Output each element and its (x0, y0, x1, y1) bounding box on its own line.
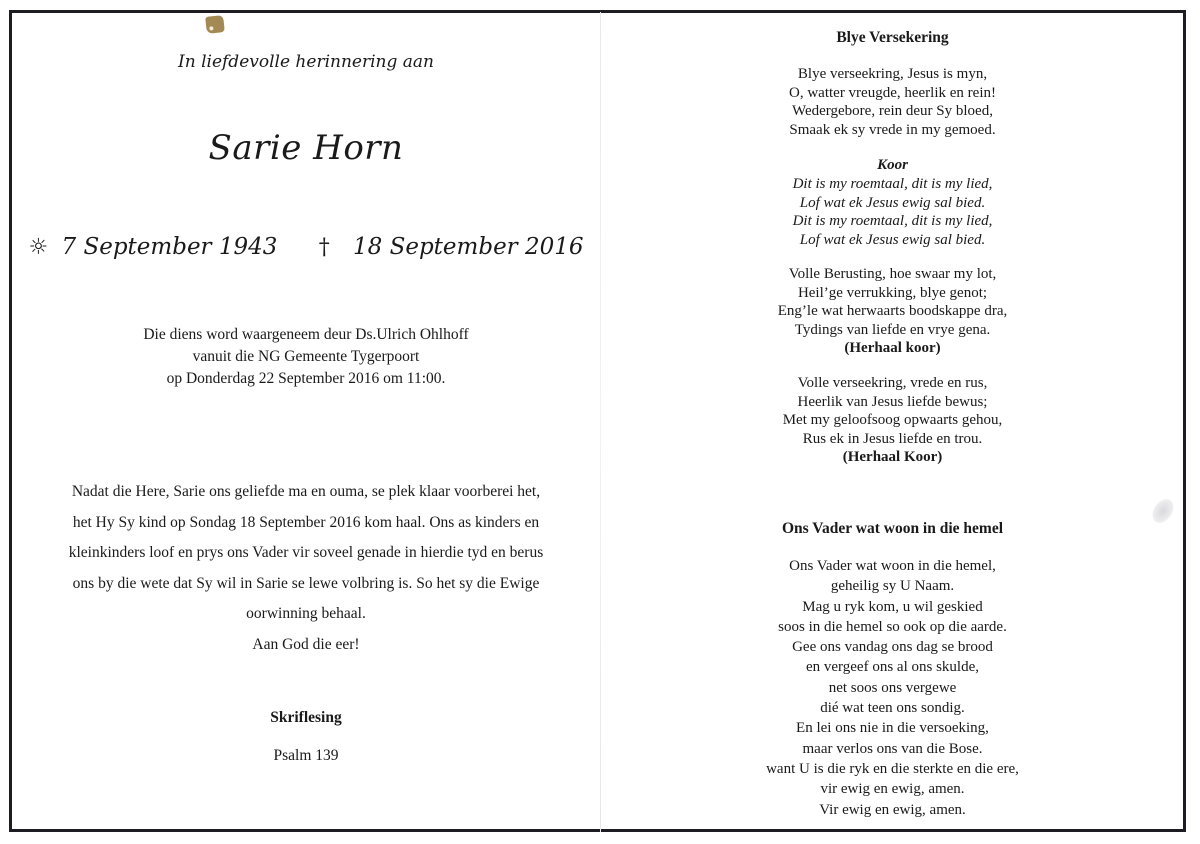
prayer-line: Gee ons vandag ons dag se brood (792, 639, 993, 656)
prayer-line: En lei ons nie in die versoeking, (796, 720, 989, 737)
cross-icon: † (318, 235, 330, 260)
verse-line: Eng’le wat herwaarts boodskappe dra, (777, 303, 1008, 319)
death-date: 18 September 2016 (353, 234, 584, 260)
prayer-line: dié wat teen ons sondig. (820, 700, 965, 717)
prayer-text (601, 556, 1184, 820)
deceased-name: Sarie Horn (208, 128, 404, 168)
left-page (12, 12, 600, 832)
chorus-title: Koor (877, 157, 908, 173)
chorus-line: Dit is my roemtaal, dit is my lied, (792, 213, 993, 229)
closing-line: Aan God die eer! (252, 635, 360, 653)
tribute-line: kleinkinders loof en prys ons Vader vir soveel genade in hierdie tyd en berus (68, 544, 544, 561)
birth-date: 7 September 1943 (61, 234, 278, 260)
tribute-text (40, 477, 572, 660)
service-details (12, 324, 600, 390)
tribute-line: ons by die wete dat Sy wil in Sarie se lewe volbring is. So het sy die Ewige (72, 574, 540, 592)
prayer-line: en vergeef ons al ons skulde, (805, 659, 979, 676)
prayer-line: net soos ons vergewe (828, 679, 957, 696)
prayer-line: vir ewig en ewig, amen. (820, 781, 965, 798)
death-date-group (319, 234, 584, 260)
tribute-line: het Hy Sy kind op Sondag 18 September 2016 kom haal. Ons as kinders en (72, 513, 540, 531)
prayer-line: soos in die hemel so ook op die aarde. (778, 618, 1007, 635)
scripture-reading-title: Skriflesing (270, 709, 342, 726)
life-dates (12, 234, 600, 260)
hymn-title: Blye Versekering (836, 29, 949, 46)
verse-line: Volle Berusting, hoe swaar my lot, (788, 266, 997, 282)
service-line: op Donderdag 22 September 2016 om 11:00. (166, 370, 446, 387)
verse-line: Smaak ek sy vrede in my gemoed. (789, 121, 996, 138)
verse-line: Volle verseekring, vrede en rus, (797, 375, 988, 391)
verse-line: Rus ek in Jesus liefde en trou. (802, 430, 983, 447)
prayer-line: want U is die ryk en die sterkte en die ere, (766, 760, 1019, 777)
prayer-line: maar verlos ons van die Bose. (802, 740, 983, 757)
repeat-chorus-note: (Herhaal Koor) (842, 449, 943, 465)
prayer-line: geheilig sy U Naam. (830, 578, 955, 595)
prayer-line: Vir ewig en ewig, amen. (819, 801, 966, 818)
scripture-reference: Psalm 139 (273, 747, 339, 764)
verse-line: Wedergebore, rein deur Sy bloed, (792, 103, 993, 119)
birth-date-group (28, 234, 284, 260)
verse-line: Heerlik van Jesus liefde bewus; (797, 393, 988, 410)
verse-line: O, watter vreugde, heerlik en rein! (789, 84, 996, 101)
service-line: Die diens word waargeneem deur Ds.Ulrich Ohlhoff (143, 326, 469, 343)
intro-heading: In liefdevolle herinnering aan (178, 52, 434, 72)
chorus-line: Lof wat ek Jesus ewig sal bied. (799, 231, 986, 248)
tribute-line: Nadat die Here, Sarie ons geliefde ma en ouma, se plek klaar voorberei het, (71, 483, 541, 500)
verse-line: Blye verseekring, Jesus is myn, (797, 66, 988, 82)
repeat-chorus-note: (Herhaal koor) (844, 340, 941, 356)
prayer-line: Mag u ryk kom, u wil geskied (802, 598, 983, 615)
service-line: vanuit die NG Gemeente Tygerpoort (192, 348, 420, 365)
chorus-line: Lof wat ek Jesus ewig sal bied. (799, 194, 986, 211)
right-page (601, 12, 1184, 832)
verse-line: Tydings van liefde en vrye gena. (794, 321, 991, 338)
hymn-verse-3 (601, 374, 1184, 467)
hymn-verse-2 (601, 265, 1184, 358)
hymn-chorus (601, 156, 1184, 249)
prayer-title: Ons Vader wat woon in die hemel (781, 520, 1004, 537)
hymn-verse-1 (601, 65, 1184, 139)
verse-line: Heil’ge verrukking, blye genot; (797, 284, 988, 301)
tribute-line: oorwinning behaal. (246, 605, 366, 622)
prayer-line: Ons Vader wat woon in die hemel, (789, 558, 996, 574)
sun-icon: ☼ (28, 235, 49, 260)
chorus-line: Dit is my roemtaal, dit is my lied, (792, 176, 993, 192)
verse-line: Met my geloofsoog opwaarts gehou, (782, 412, 1003, 428)
